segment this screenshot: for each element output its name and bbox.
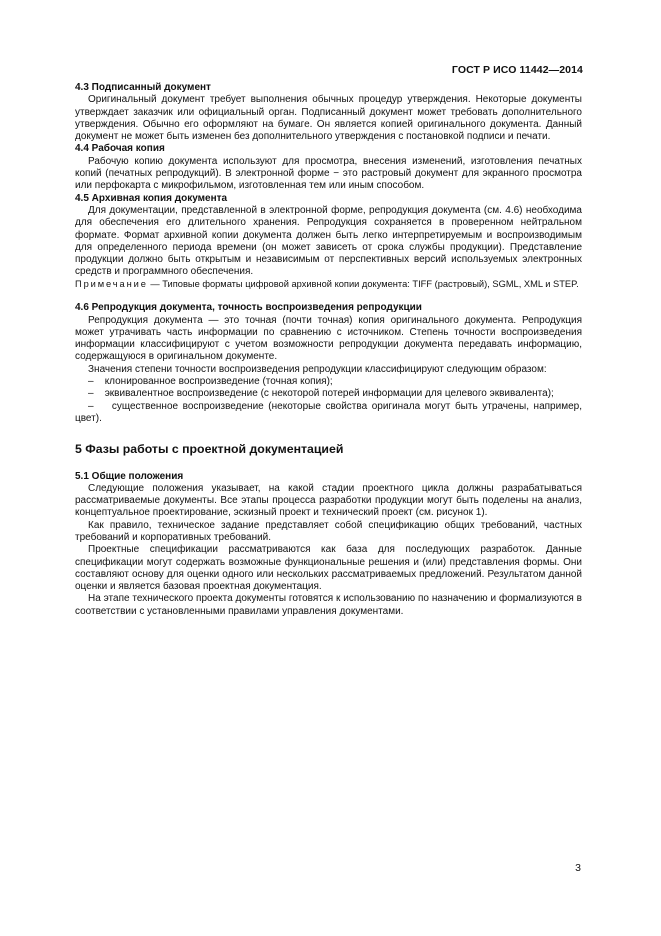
section-5-title: 5 Фазы работы с проектной документацией [75,442,344,457]
section-5-1-text-3: Проектные спецификации рассматриваются как база для последующих разработок. Данные спецификации могут содержать возможные функциональные решения и (или) представления формы. Они составляют основу для оценки одного или нескольких рассматриваемых предложений. Результатом данной оценки и является базовая проектная документация. [75,544,582,593]
section-5-1-text-1: Следующие положения указывает, на какой стадии проектного цикла должны разрабатываться рассматриваемые документы. Все этапы процесса разработки продукции могут быть поделены на анализ, концептуальное проектирование, эскизный проект и технический проект (см. рисунок 1). [75,482,582,519]
section-5-1-title: 5.1 Общие положения [75,470,184,482]
section-5-1-text-2: Как правило, техническое задание представляет собой спецификацию общих требований, частных требований и корпоративных требований. [75,519,582,543]
section-4-6-title: 4.6 Репродукция документа, точность воспроизведения репродукции [75,302,422,314]
dash-marker: – [88,376,94,388]
section-4-4-text: Рабочую копию документа используют для просмотра, внесения изменений, изготовления печатных копий (печатных репродукций). В электронной форме − это растровый документ для экранного просмотра или перфокарта с микрофильмом, изготовленная тем или иным способом. [75,155,582,192]
list-item: – клонированное воспроизведение (точная копия); [88,376,333,388]
page-number: 3 [575,862,581,874]
note-text: — Типовые форматы цифровой архивной копии документа: TIFF (растровый), SGML, XML и STEP. [147,278,579,289]
page-body [75,82,582,618]
section-4-3-text: Оригинальный документ требует выполнения обычных процедур утверждения. Некоторые документы утверждает заказчик или официальный орган. Подписанный документ может требовать дополнительного утверждения. Обычно его оформляют на бумаге. Он является копией оригинального документа. Данный документ не может быть изменен без дополнительного утверждения с постановкой подписи и печати. [75,94,582,143]
section-4-5-title: 4.5 Архивная копия документа [75,192,228,204]
section-5-1-text-4: На этапе технического проекта документы готовятся к использованию по назначению и формализуются в соответствии с установленными правилами управления документами. [75,593,582,617]
list-item: – эквивалентное воспроизведение (с некоторой потерей информации для целевого эквивалента); [88,388,554,400]
section-4-5-text: Для документации, представленной в электронной форме, репродукция документа (см. 4.6) необходима для обеспечения его длительного хранения. Репродукция сохраняется в проверенном нейтральном формате. Формат архивной копии документа должен быть легко интерпретируемым и воспроизводимым для определенного периода времени (он может зависеть от срока службы продукции). Представление продукции должно быть открытым и независимым от перспективных версий используемых электронных средств и программного обеспечения. [75,204,582,278]
dash-marker: – [88,388,94,400]
section-4-4-title: 4.4 Рабочая копия [75,143,165,155]
section-4-5-note [75,279,582,291]
dash-marker: – [88,400,94,412]
section-4-6-text-2: Значения степени точности воспроизведения репродукции классифицируют следующим образом: [88,363,547,375]
list-item: – существенное воспроизведение (некоторые свойства оригинала могут быть утрачены, например, цвет). [75,400,582,424]
note-label: Примечание [75,278,148,289]
section-4-6-text-1: Репродукция документа — это точная (почти точная) копия оригинального документа. Репродукция может утрачивать часть информации по сравнению с источником. Степень точности воспроизведения информации классифицируют с учетом возможности репродукции документа передавать информацию, содержащуюся в оригинальном документе. [75,314,582,363]
document-header: ГОСТ Р ИСО 11442—2014 [451,64,583,76]
section-4-3-title: 4.3 Подписанный документ [75,82,211,93]
